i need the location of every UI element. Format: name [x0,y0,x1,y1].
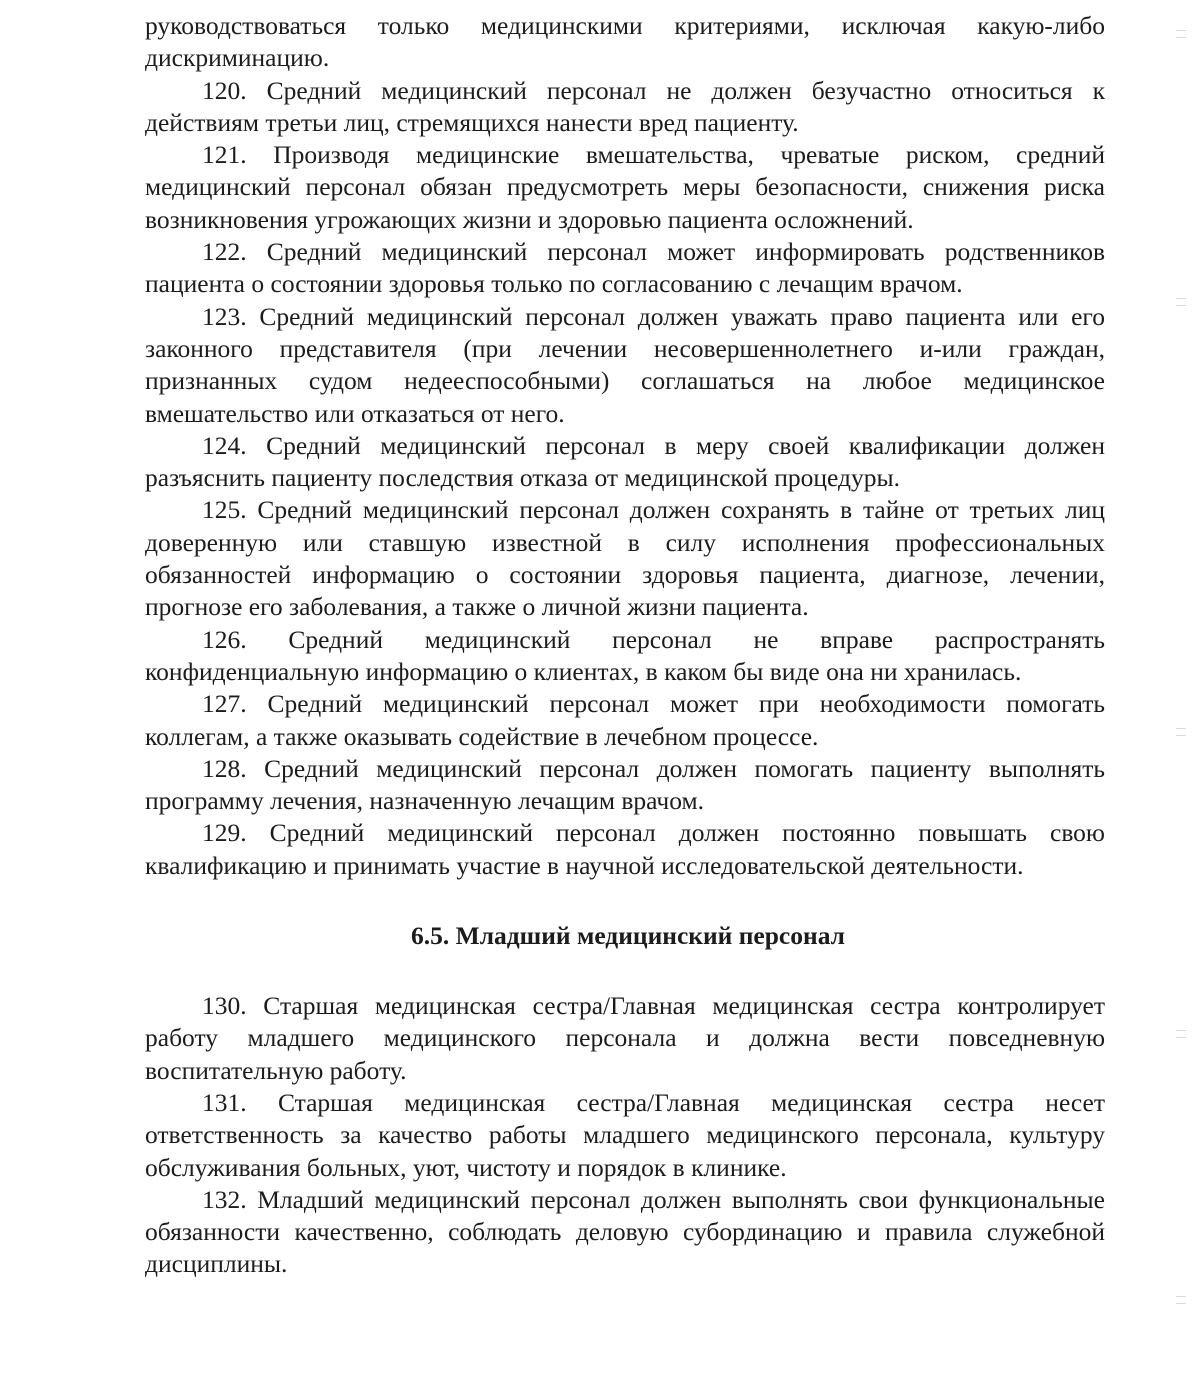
paragraph: 131. Старшая медицинская сестра/Главная медицинская сестра несет ответственность за качество работы младшего медицинского персонала, культуру обслуживания больных, уют, чистоту и порядок в клинике. [145,1087,1105,1182]
document-body [145,10,1105,1281]
paragraph: 120. Средний медицинский персонал не должен безучастно относиться к действиям третьи лиц, стремящихся нанести вред пациенту. [145,75,1105,137]
paragraph: 121. Производя медицинские вмешательства, чреватые риском, средний медицинский персонал обязан предусмотреть меры безопасности, снижения риска возникновения угрожающих жизни и здоровью пациента осложнений. [145,140,1105,234]
paragraph: 126. Средний медицинский персонал не вправе распространять конфиденциальную информацию о клиентах, в каком бы виде она ни хранилась. [145,624,1105,686]
paragraph: руководствоваться только медицинскими критериями, исключая какую-либо дискриминацию. [145,11,1105,73]
paragraph: 122. Средний медицинский персонал может информировать родственников пациента о состоянии здоровья только по согласованию с лечащим врачом. [145,237,1105,299]
scan-margin-mark [1176,1296,1186,1304]
paragraph: 128. Средний медицинский персонал должен помогать пациенту выполнять программу лечения, назначенную лечащим врачом. [145,753,1105,816]
scan-margin-mark [1176,30,1186,38]
paragraph: 123. Средний медицинский персонал должен уважать право пациента или его законного представителя (при лечении несовершеннолетнего и-или граждан, признанных судом недееспособными) соглашаться на любое медицинское вмешательство или отказаться от него. [145,301,1105,428]
scan-margin-mark [1176,298,1186,306]
scan-margin-mark [1176,1030,1186,1038]
scan-margin-mark [1176,728,1186,736]
paragraph: 130. Старшая медицинская сестра/Главная медицинская сестра контролирует работу младшего медицинского персонала и должна вести повседневную воспитательную работу. [145,991,1105,1085]
paragraphs-top [145,10,1105,882]
paragraphs-bottom [145,990,1105,1281]
paragraph: 127. Средний медицинский персонал может при необходимости помогать коллегам, а также оказывать содействие в лечебном процессе. [145,689,1105,751]
paragraph: 124. Средний медицинский персонал в меру своей квалификации должен разъяснить пациенту последствия отказа от медицинской процедуры. [145,430,1105,493]
section-heading: 6.5. Младший медицинский персонал [411,921,845,951]
paragraph: 132. Младший медицинский персонал должен выполнять свои функциональные обязанности качественно, соблюдать деловую субординацию и правила служебной дисциплины. [145,1184,1105,1279]
paragraph: 125. Средний медицинский персонал должен сохранять в тайне от третьих лиц доверенную или ставшую известной в силу исполнения профессиональных обязанностей информацию о состоянии здоровья пациента, диагнозе, лечении, прогнозе его заболевания, а также о личной жизни пациента. [145,495,1105,622]
paragraph: 129. Средний медицинский персонал должен постоянно повышать свою квалификацию и принимать участие в научной исследовательской деятельности. [145,818,1105,880]
